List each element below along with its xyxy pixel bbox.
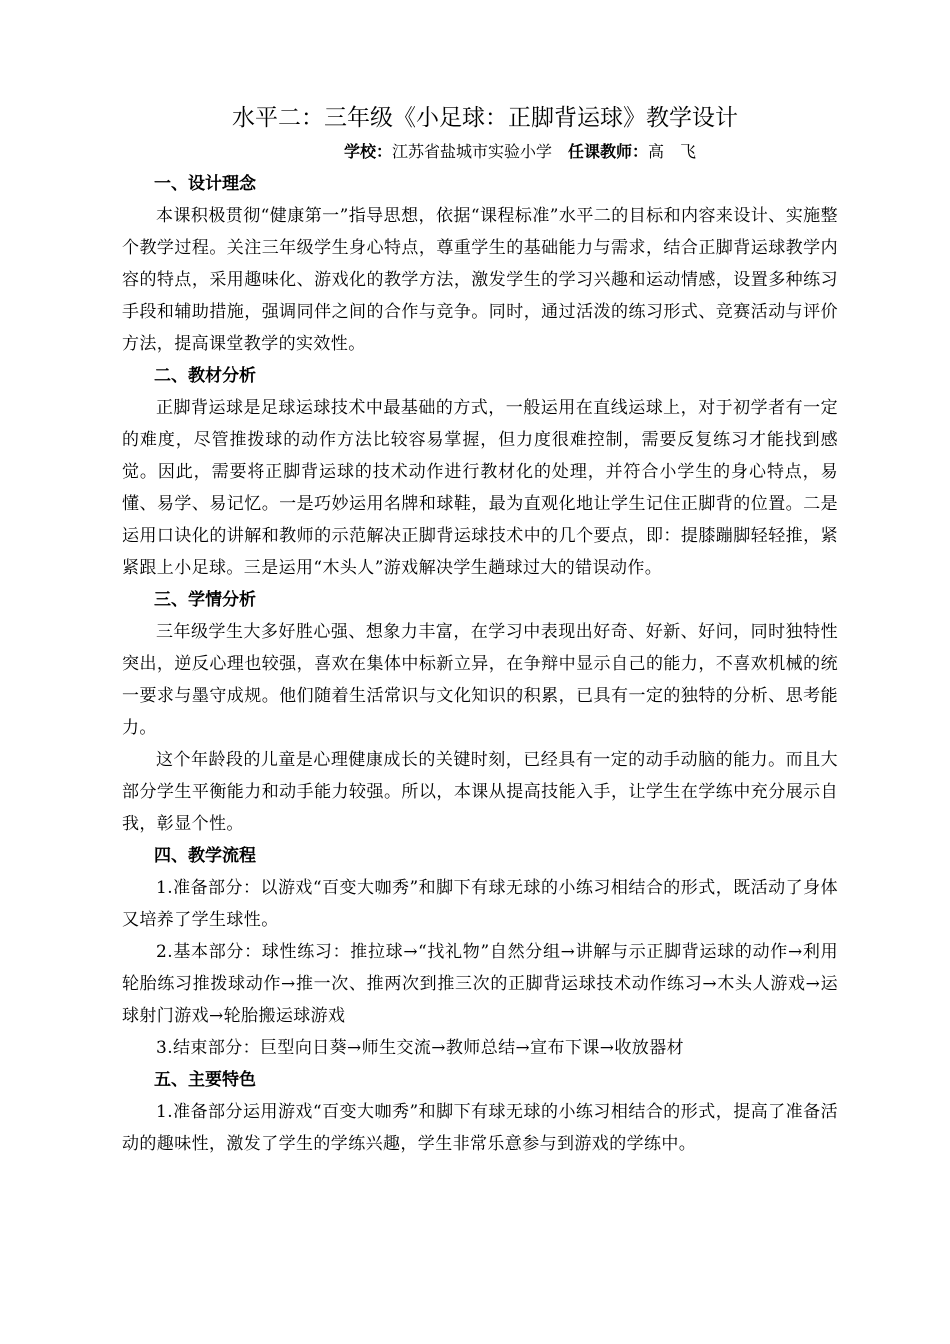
school-label: 学校： bbox=[343, 142, 392, 161]
section-heading: 三、学情分析 bbox=[154, 590, 256, 610]
document-page bbox=[122, 100, 838, 1160]
section-heading: 二、教材分析 bbox=[154, 366, 256, 386]
section-teaching-process bbox=[122, 840, 838, 1064]
section-heading: 一、设计理念 bbox=[154, 174, 256, 194]
section-material-analysis bbox=[122, 360, 838, 584]
document-byline bbox=[122, 138, 838, 166]
section-paragraph: 这个年龄段的儿童是心理健康成长的关键时刻，已经具有一定的动手动脑的能力。而且大部分学生平衡能力和动手能力较强。所以，本课从提高技能入手，让学生在学练中充分展示自我，彰显个性。 bbox=[122, 750, 838, 834]
section-paragraph: 2.基本部分：球性练习：推拉球→“找礼物”自然分组→讲解与示正脚背运球的动作→利用轮胎练习推拨球动作→推一次、推两次到推三次的正脚背运球技术动作练习→木头人游戏→运球射门游戏→轮胎搬运球游戏 bbox=[122, 942, 838, 1026]
teacher-label: 任课教师： bbox=[568, 142, 649, 161]
section-heading: 四、教学流程 bbox=[154, 846, 256, 866]
section-paragraph: 1.准备部分：以游戏“百变大咖秀”和脚下有球无球的小练习相结合的形式，既活动了身体又培养了学生球性。 bbox=[122, 878, 838, 930]
section-paragraph: 正脚背运球是足球运球技术中最基础的方式，一般运用在直线运球上，对于初学者有一定的难度，尽管推拨球的动作方法比较容易掌握，但力度很难控制，需要反复练习才能找到感觉。因此，需要将正脚背运球的技术动作进行教材化的处理，并符合小学生的身心特点，易懂、易学、易记忆。一是巧妙运用名牌和球鞋，最为直观化地让学生记住正脚背的位置。二是运用口诀化的讲解和教师的示范解决正脚背运球技术中的几个要点，即：提膝蹦脚轻轻推，紧紧跟上小足球。三是运用“木头人”游戏解决学生趟球过大的错误动作。 bbox=[122, 398, 838, 578]
section-heading: 五、主要特色 bbox=[154, 1070, 256, 1090]
school-value: 江苏省盐城市实验小学 bbox=[391, 142, 552, 161]
document-title: 水平二：三年级《小足球：正脚背运球》教学设计 bbox=[232, 105, 738, 131]
section-paragraph: 三年级学生大多好胜心强、想象力丰富，在学习中表现出好奇、好新、好问，同时独特性突出，逆反心理也较强，喜欢在集体中标新立异，在争辩中显示自己的能力，不喜欢机械的统一要求与墨守成规。他们随着生活常识与文化知识的积累，已具有一定的独特的分析、思考能力。 bbox=[122, 622, 838, 738]
section-paragraph: 1.准备部分运用游戏“百变大咖秀”和脚下有球无球的小练习相结合的形式，提高了准备活动的趣味性，激发了学生的学练兴趣，学生非常乐意参与到游戏的学练中。 bbox=[122, 1102, 838, 1154]
teacher-value: 高 飞 bbox=[648, 142, 697, 161]
section-design-concept bbox=[122, 168, 838, 360]
section-paragraph: 本课积极贯彻“健康第一”指导思想，依据“课程标准”水平二的目标和内容来设计、实施整个教学过程。关注三年级学生身心特点，尊重学生的基础能力与需求，结合正脚背运球教学内容的特点，采用趣味化、游戏化的教学方法，激发学生的学习兴趣和运动情感，设置多种练习手段和辅助措施，强调同伴之间的合作与竞争。同时，通过活泼的练习形式、竞赛活动与评价方法，提高课堂教学的实效性。 bbox=[122, 206, 838, 354]
section-student-analysis bbox=[122, 584, 838, 840]
section-paragraph: 3.结束部分：巨型向日葵→师生交流→教师总结→宣布下课→收放器材 bbox=[156, 1038, 684, 1058]
section-main-features bbox=[122, 1064, 838, 1160]
